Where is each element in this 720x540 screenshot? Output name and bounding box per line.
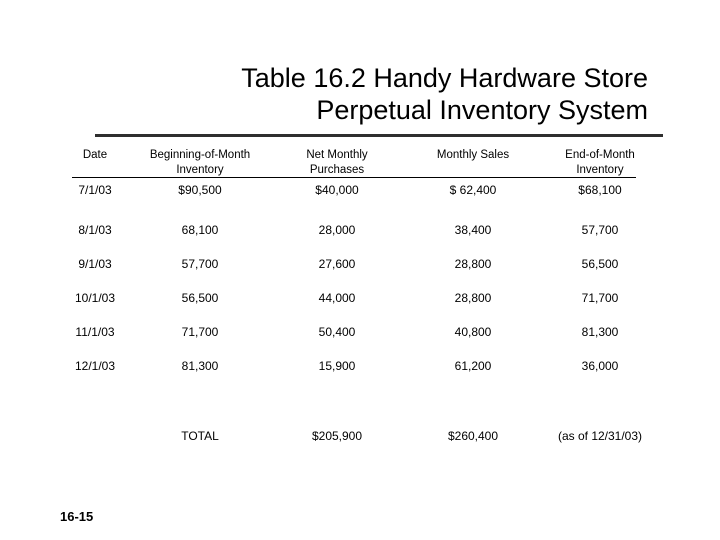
table-cell-purchases: 44,000 bbox=[318, 291, 356, 305]
table-cell-end: 56,500 bbox=[581, 257, 619, 271]
header-monthly-sales: Monthly Sales bbox=[436, 149, 510, 161]
table-cell-purchases: 27,600 bbox=[318, 257, 356, 271]
table-cell-beginning: 56,500 bbox=[181, 291, 219, 305]
table-cell-date: 7/1/03 bbox=[78, 183, 112, 197]
title-underline bbox=[95, 134, 663, 137]
table-cell-date: 8/1/03 bbox=[78, 223, 112, 237]
table-cell-purchases: $40,000 bbox=[315, 183, 359, 197]
table-cell-end: 71,700 bbox=[581, 291, 619, 305]
table-cell-purchases: 50,400 bbox=[318, 325, 356, 339]
title-line-2: Perpetual Inventory System bbox=[316, 95, 648, 125]
title-line-1: Table 16.2 Handy Hardware Store bbox=[241, 63, 648, 93]
page-number: 16-15 bbox=[60, 509, 94, 524]
table-cell-beginning: 81,300 bbox=[181, 359, 219, 373]
header-net-purchases: Net Monthly Purchases bbox=[306, 149, 368, 176]
table-cell-end: 36,000 bbox=[581, 359, 619, 373]
table-cell-sales: 28,800 bbox=[454, 257, 492, 271]
table-cell-beginning: 71,700 bbox=[181, 325, 219, 339]
table-cell-beginning: 68,100 bbox=[181, 223, 219, 237]
header-end-inventory: End-of-Month Inventory bbox=[565, 149, 635, 176]
table-cell-sales: 40,800 bbox=[454, 325, 492, 339]
table-cell-purchases: 15,900 bbox=[318, 359, 356, 373]
table-cell-beginning: $90,500 bbox=[178, 183, 222, 197]
table-cell-purchases: 28,000 bbox=[318, 223, 356, 237]
table-cell-date: 10/1/03 bbox=[74, 291, 116, 305]
header-beginning-inventory: Beginning-of-Month Inventory bbox=[149, 149, 251, 176]
table-cell-end: 81,300 bbox=[581, 325, 619, 339]
header-date: Date bbox=[82, 149, 108, 161]
table-cell-end: $68,100 bbox=[578, 183, 622, 197]
table-cell-date: 9/1/03 bbox=[78, 257, 112, 271]
total-sales: $260,400 bbox=[447, 429, 499, 443]
table-cell-sales: 38,400 bbox=[454, 223, 492, 237]
table-cell-sales: $ 62,400 bbox=[449, 183, 497, 197]
total-purchases: $205,900 bbox=[311, 429, 363, 443]
table-cell-sales: 61,200 bbox=[454, 359, 492, 373]
total-label: TOTAL bbox=[181, 429, 219, 443]
table-cell-beginning: 57,700 bbox=[181, 257, 219, 271]
header-divider bbox=[72, 177, 636, 178]
table-cell-date: 11/1/03 bbox=[75, 325, 115, 339]
slide-title bbox=[241, 62, 648, 126]
total-end-note: (as of 12/31/03) bbox=[557, 429, 643, 443]
table-cell-end: 57,700 bbox=[581, 223, 619, 237]
table-cell-date: 12/1/03 bbox=[74, 359, 116, 373]
table-cell-sales: 28,800 bbox=[454, 291, 492, 305]
